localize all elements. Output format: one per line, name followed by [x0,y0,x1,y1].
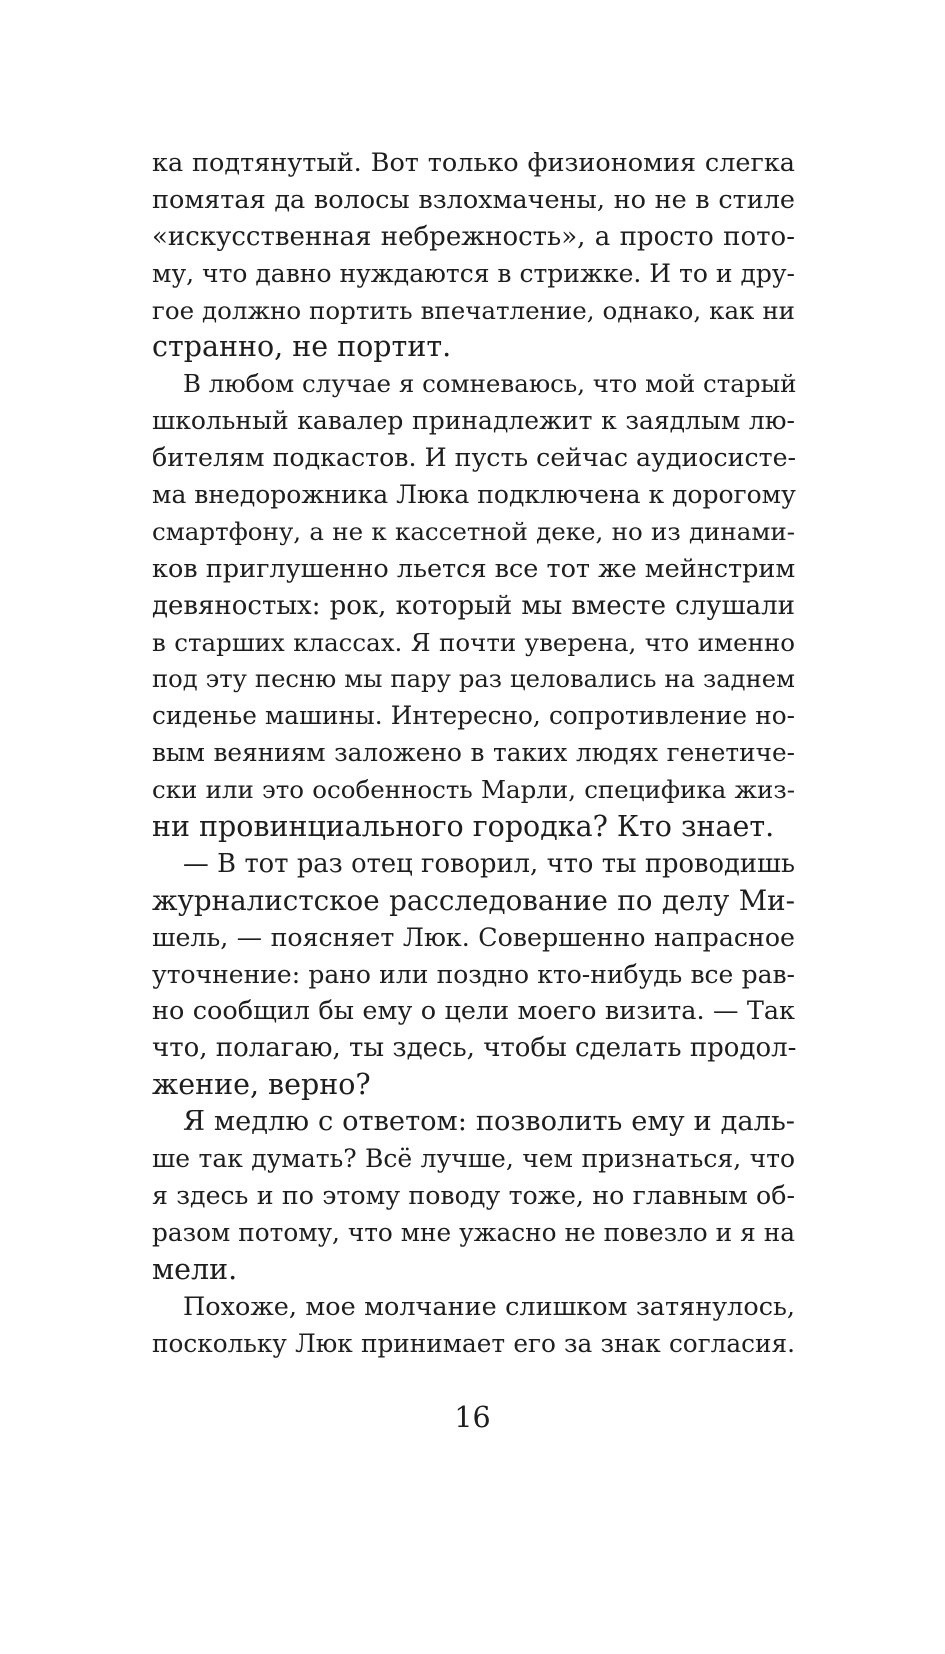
text-line: ков приглушенно льется все тот же мейнстрим [152,553,796,584]
text-line: школьный кавалер принадлежит к заядлым лю- [152,406,795,436]
text-line: уточнение: рано или поздно кто-нибудь все рав- [152,959,795,989]
text-line: смартфону, а не к кассетной деке, но из динами- [152,516,795,546]
text-line: сиденье машины. Интересно, сопротивление но- [152,701,795,731]
text-line: разом потому, что мне ужасно не повезло и я на [152,1217,795,1247]
page-number: 16 [454,1401,491,1434]
text-line: Я медлю с ответом: позволить ему и даль- [183,1106,795,1138]
paragraph-4 [152,1104,795,1288]
text-line: под эту песню мы пару раз целовались на заднем [152,664,795,694]
text-line: поскольку Люк принимает его за знак согласия. [152,1328,795,1358]
body-text [152,145,795,1362]
text-line: журналистское расследование по делу Ми- [152,883,795,917]
text-line: гое должно портить впечатление, однако, как ни [152,295,795,325]
text-line: вым веяниям заложено в таких людях генетиче- [152,738,795,768]
text-line: ни провинциального городка? Кто знает. [152,810,775,844]
text-line: ма внедорожника Люка подключена к дорогому [152,480,796,510]
text-line: мели. [152,1252,238,1286]
paragraph-2 [152,366,795,846]
text-line: Похоже, мое молчание слишком затянулось, [183,1291,795,1322]
paragraph-1 [152,145,795,366]
text-line: в старших классах. Я почти уверена, что именно [152,627,795,657]
text-line: жение, верно? [152,1068,371,1102]
text-line: ше так думать? Всё лучше, чем признаться, что [152,1144,795,1174]
text-line: ка подтянутый. Вот только физиономия слегка [152,148,795,178]
text-line: девяностых: рок, который мы вместе слушали [152,590,795,621]
text-line: странно, не портит. [152,330,452,364]
text-line: В любом случае я сомневаюсь, что мой старый [183,369,797,399]
paragraph-3 [152,846,795,1104]
text-line: бителям подкастов. И пусть сейчас аудиосисте- [152,443,797,473]
text-line: что, полагаю, ты здесь, чтобы сделать продол- [152,1033,797,1064]
text-line: ски или это особенность Марли, специфика жиз- [152,775,795,805]
text-line: му, что давно нуждаются в стрижке. И то и дру- [152,258,795,288]
text-line: но сообщил бы ему о цели моего визита. — Так [152,996,795,1027]
text-line: помятая да волосы взлохмачены, но не в стиле [152,184,795,215]
text-line: шель, — поясняет Люк. Совершенно напрасное [152,922,795,952]
text-line: «искусственная небрежность», а просто пото- [152,221,795,252]
text-line: — В тот раз отец говорил, что ты проводишь [183,848,795,879]
paragraph-5 [152,1289,795,1363]
text-line: я здесь и по этому поводу тоже, но главным об- [152,1180,795,1210]
